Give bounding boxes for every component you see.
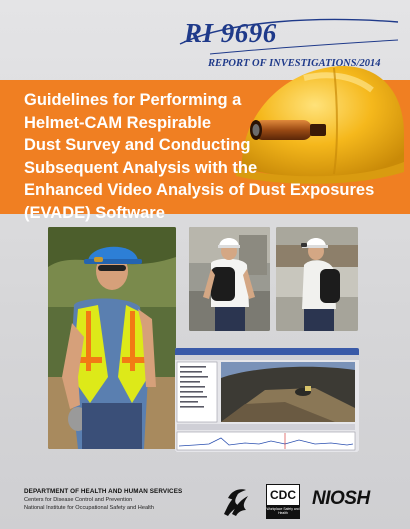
- report-title: [24, 89, 375, 224]
- backpack-side-photo: [276, 227, 358, 331]
- title-line: (EVADE) Software: [24, 203, 165, 222]
- department-name: DEPARTMENT OF HEALTH AND HUMAN SERVICES: [24, 488, 183, 495]
- title-line: Enhanced Video Analysis of Dust Exposures: [24, 181, 375, 199]
- cdc-full-name: Centers for Disease Control and Prevention: [24, 497, 133, 503]
- report-series: REPORT OF INVESTIGATIONS/2014: [208, 58, 381, 69]
- evade-software-screenshot: [175, 348, 359, 452]
- title-line: Subsequent Analysis with the: [24, 158, 258, 177]
- cdc-logo-subtext: Workplace Safety and Health: [266, 506, 300, 519]
- niosh-logo: NIOSH: [312, 488, 370, 509]
- worker-vest-photo: [48, 227, 176, 449]
- title-line: Guidelines for Performing a: [24, 91, 242, 109]
- title-line: Dust Survey and Conducting: [24, 136, 251, 154]
- report-number: RI 9696: [184, 18, 277, 48]
- cdc-logo-text: CDC: [266, 484, 300, 506]
- cdc-logo: [266, 484, 300, 520]
- title-line: Helmet-CAM Respirable: [24, 113, 212, 132]
- niosh-full-name: National Institute for Occupational Safety and Health: [24, 505, 154, 511]
- hhs-eagle-icon: [218, 484, 252, 518]
- backpack-back-photo: [189, 227, 270, 331]
